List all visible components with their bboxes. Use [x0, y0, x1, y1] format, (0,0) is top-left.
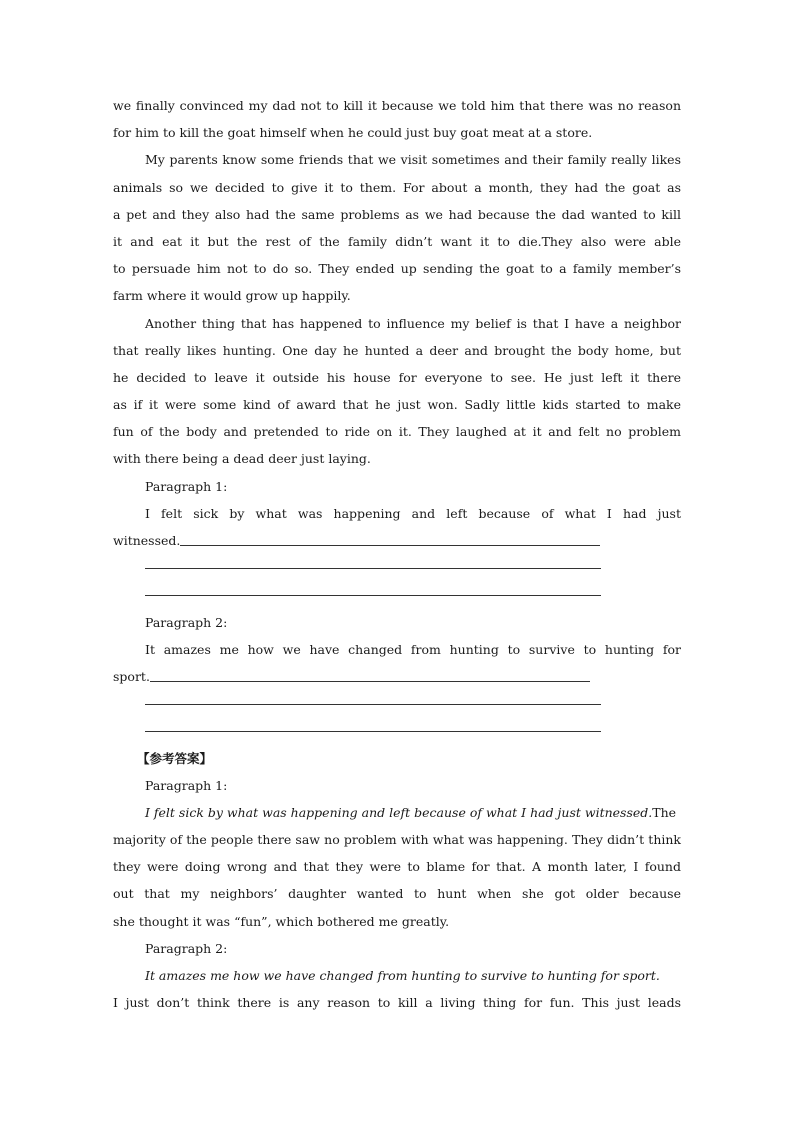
passage-line: animals so we decided to give it to them. For about a month, they had the goat as — [113, 179, 681, 195]
answer-blank[interactable] — [150, 667, 590, 682]
passage-line: it and eat it but the rest of the family didn’t want it to die.They also were able — [113, 233, 681, 249]
answer-blank[interactable] — [180, 531, 600, 546]
answer-paragraph-2-label: Paragraph 2: — [145, 940, 228, 956]
answer-blank-row — [113, 554, 681, 581]
answer-blank-row — [113, 717, 681, 744]
passage-line: as if it were some kind of award that he just won. Sadly little kids started to make — [113, 397, 681, 413]
answer-line: majority of the people there saw no problem with what was happening. They didn’t think — [113, 832, 681, 848]
answer-blank[interactable] — [145, 581, 601, 596]
passage-line: fun of the body and pretended to ride on it. They laughed at it and felt no problem — [113, 424, 681, 440]
paragraph-2-prompt-end: sport. — [113, 668, 150, 684]
passage-line: My parents know some friends that we visit sometimes and their family really likes — [145, 152, 681, 168]
answer-blank[interactable] — [145, 717, 601, 732]
paragraph-1-answer-row — [113, 527, 681, 554]
answer-heading: 【参考答案】 — [137, 750, 213, 766]
passage-line: for him to kill the goat himself when he could just buy goat meat at a store. — [113, 125, 593, 141]
passage-line: that really likes hunting. One day he hunted a deer and brought the body home, but — [113, 342, 681, 358]
answer-blank-row — [113, 581, 681, 608]
passage-line: Another thing that has happened to influence my belief is that I have a neighbor — [145, 315, 681, 331]
answer-paragraph-1-topic: I felt sick by what was happening and left because of what I had just witnessed. — [145, 804, 653, 820]
answer-paragraph-1-label: Paragraph 1: — [145, 777, 228, 793]
answer-line: she thought it was “fun”, which bothered me greatly. — [113, 913, 450, 929]
paragraph-2-label: Paragraph 2: — [145, 614, 228, 630]
answer-paragraph-2-topic: It amazes me how we have changed from hunting to survive to hunting for sport. — [145, 968, 660, 983]
passage-line: a pet and they also had the same problems as we had because the dad wanted to kill — [113, 206, 681, 222]
paragraph-2-answer-row — [113, 663, 681, 690]
paragraph-1-prompt-end: witnessed. — [113, 532, 181, 548]
passage-line: farm where it would grow up happily. — [113, 288, 351, 304]
answer-paragraph-1-first-line — [113, 799, 681, 826]
paragraph-2-prompt: It amazes me how we have changed from hunting to survive to hunting for — [145, 641, 681, 657]
passage-line: he decided to leave it outside his house for everyone to see. He just left it there — [113, 369, 681, 385]
answer-line: they were doing wrong and that they were to blame for that. A month later, I found — [113, 859, 681, 875]
answer-blank[interactable] — [145, 554, 601, 569]
answer-paragraph-1-continuation: The — [652, 804, 677, 820]
answer-line: out that my neighbors’ daughter wanted to hunt when she got older because — [113, 886, 681, 902]
passage-line: to persuade him not to do so. They ended up sending the goat to a family member’s — [113, 261, 681, 277]
passage-line: we finally convinced my dad not to kill it because we told him that there was no reason — [113, 98, 681, 113]
paragraph-1-prompt: I felt sick by what was happening and left because of what I had just — [145, 505, 681, 521]
answer-blank[interactable] — [145, 690, 601, 705]
answer-line: I just don’t think there is any reason to kill a living thing for fun. This just leads — [113, 995, 681, 1011]
document-page — [113, 92, 681, 1016]
passage-line: with there being a dead deer just laying. — [113, 451, 371, 467]
paragraph-1-label: Paragraph 1: — [145, 478, 228, 494]
answer-blank-row — [113, 690, 681, 717]
